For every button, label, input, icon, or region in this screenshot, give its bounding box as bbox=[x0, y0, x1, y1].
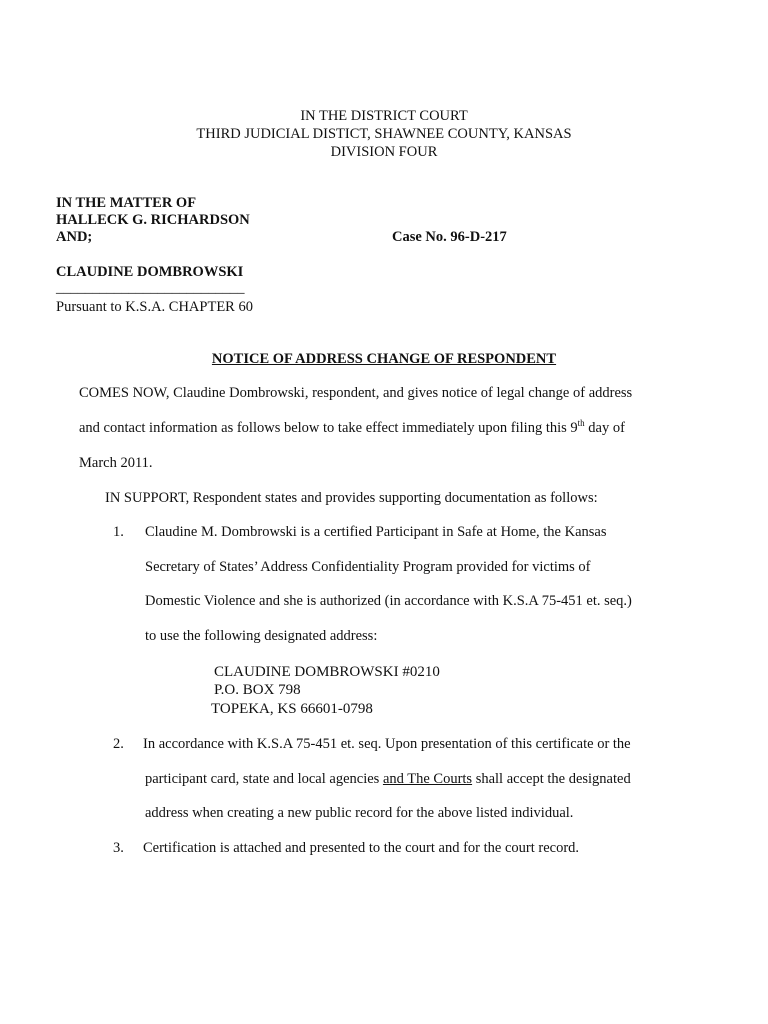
address-po-box: P.O. BOX 798 bbox=[214, 682, 301, 698]
caption-rule: __________________________ bbox=[56, 280, 245, 296]
item-3-line-1: Certification is attached and presented to the court and for the court record. bbox=[143, 840, 580, 856]
item-2-line-3: address when creating a new public record for the above listed individual. bbox=[145, 805, 574, 821]
item-2-line-2-start: participant card, state and local agencies bbox=[145, 771, 383, 787]
caption-matter: IN THE MATTER OF bbox=[56, 195, 197, 211]
intro-line-1: COMES NOW, Claudine Dombrowski, respondent, and gives notice of legal change of address bbox=[79, 385, 633, 401]
item-1-line-2: Secretary of States’ Address Confidentiality Program provided for victims of bbox=[145, 559, 591, 575]
item-2-line-1: In accordance with K.S.A 75-451 et. seq. Upon presentation of this certificate or the bbox=[143, 736, 631, 752]
item-2-number: 2. bbox=[113, 736, 124, 752]
intro-line-2-text: and contact information as follows below to take effect immediately upon filing this 9 bbox=[79, 420, 578, 436]
courts-underlined-text: and The Courts bbox=[382, 771, 473, 787]
court-name: IN THE DISTRICT COURT bbox=[300, 108, 468, 124]
address-name: CLAUDINE DOMBROWSKI #0210 bbox=[214, 664, 440, 680]
item-2-line-2 bbox=[145, 771, 631, 788]
item-1-line-1: Claudine M. Dombrowski is a certified Participant in Safe at Home, the Kansas bbox=[145, 524, 607, 540]
intro-line-2 bbox=[79, 420, 625, 437]
intro-line-3: March 2011. bbox=[79, 455, 153, 471]
court-division: DIVISION FOUR bbox=[330, 144, 438, 160]
address-city: TOPEKA, KS 66601-0798 bbox=[211, 701, 373, 717]
caption-party-2: CLAUDINE DOMBROWSKI bbox=[56, 264, 244, 280]
item-1-line-4: to use the following designated address: bbox=[145, 628, 378, 644]
intro-ordinal-suffix: th bbox=[577, 418, 585, 429]
court-district: THIRD JUDICIAL DISTICT, SHAWNEE COUNTY, KANSAS bbox=[196, 126, 572, 142]
case-number: Case No. 96-D-217 bbox=[392, 229, 507, 245]
support-statement: IN SUPPORT, Respondent states and provides supporting documentation as follows: bbox=[105, 490, 598, 506]
item-3-number: 3. bbox=[113, 840, 124, 856]
caption-party-1: HALLECK G. RICHARDSON bbox=[56, 212, 250, 228]
item-2-line-2-end: shall accept the designated bbox=[472, 771, 631, 787]
item-1-number: 1. bbox=[113, 524, 124, 540]
caption-and: AND; bbox=[56, 229, 93, 245]
intro-line-2-end: day of bbox=[584, 420, 625, 436]
caption-pursuant: Pursuant to K.S.A. CHAPTER 60 bbox=[56, 299, 253, 315]
item-1-line-3: Domestic Violence and she is authorized (in accordance with K.S.A 75-451 et. seq.) bbox=[145, 593, 632, 609]
document-title: NOTICE OF ADDRESS CHANGE OF RESPONDENT bbox=[211, 351, 557, 367]
